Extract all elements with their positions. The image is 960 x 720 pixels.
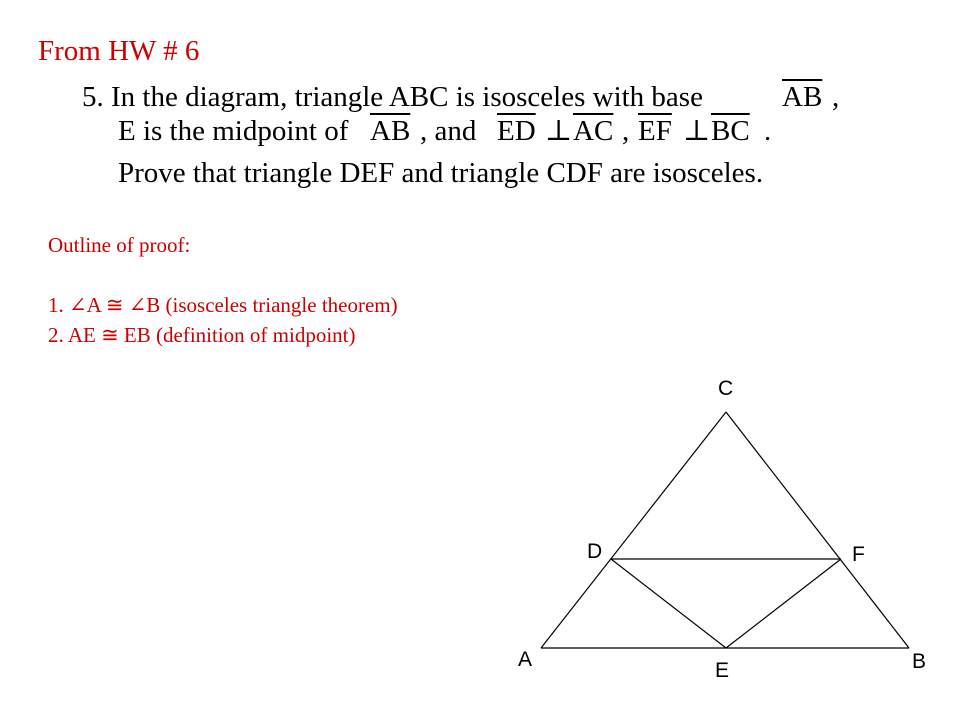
side-ac bbox=[541, 412, 726, 648]
midpoint-segment-ab: $\overline{AB}$ bbox=[370, 115, 411, 147]
vertex-label-d: D bbox=[587, 540, 603, 563]
proof-step-1: 1. ∠A ≅ ∠B (isosceles triangle theorem) bbox=[48, 293, 398, 317]
problem-line-1: 5. In the diagram, triangle ABC is isosceles with base bbox=[82, 81, 703, 113]
vertex-label-e: E bbox=[715, 659, 730, 682]
perp1-segment-ed: $\overline{ED}$ bbox=[497, 115, 536, 147]
problem-line-2-period: . bbox=[764, 115, 772, 147]
segment-ef bbox=[726, 559, 841, 648]
vertex-label-c: C bbox=[718, 377, 734, 400]
problem-line-2-and: , and bbox=[420, 115, 477, 147]
perp2-segment-bc: $\overline{BC}$ bbox=[711, 115, 750, 147]
problem-line-2-comma: , bbox=[622, 115, 630, 147]
proof-heading: Outline of proof: bbox=[48, 233, 191, 257]
problem-line-2-start: E is the midpoint of bbox=[118, 115, 349, 147]
vertex-label-a: A bbox=[518, 648, 533, 671]
perp2-segment-ef: $\overline{EF}$ bbox=[638, 115, 672, 147]
proof-step-2: 2. AE ≅ EB (definition of midpoint) bbox=[48, 323, 356, 347]
base-segment-ab: $\overline{AB}$ bbox=[782, 81, 823, 113]
problem-line-3: Prove that triangle DEF and triangle CDF are isosceles. bbox=[118, 157, 764, 189]
perp1-segment-ac: $\overline{AC}$ bbox=[573, 115, 614, 147]
vertex-label-f: F bbox=[852, 543, 865, 566]
problem-line-1-comma: , bbox=[832, 81, 840, 113]
segment-de bbox=[611, 559, 726, 648]
slide-title: From HW # 6 bbox=[38, 35, 200, 67]
side-bc bbox=[726, 412, 909, 648]
perp1-symbol: ⊥ bbox=[545, 115, 573, 147]
perp2-symbol: ⊥ bbox=[683, 115, 711, 147]
vertex-label-b: B bbox=[912, 650, 927, 673]
